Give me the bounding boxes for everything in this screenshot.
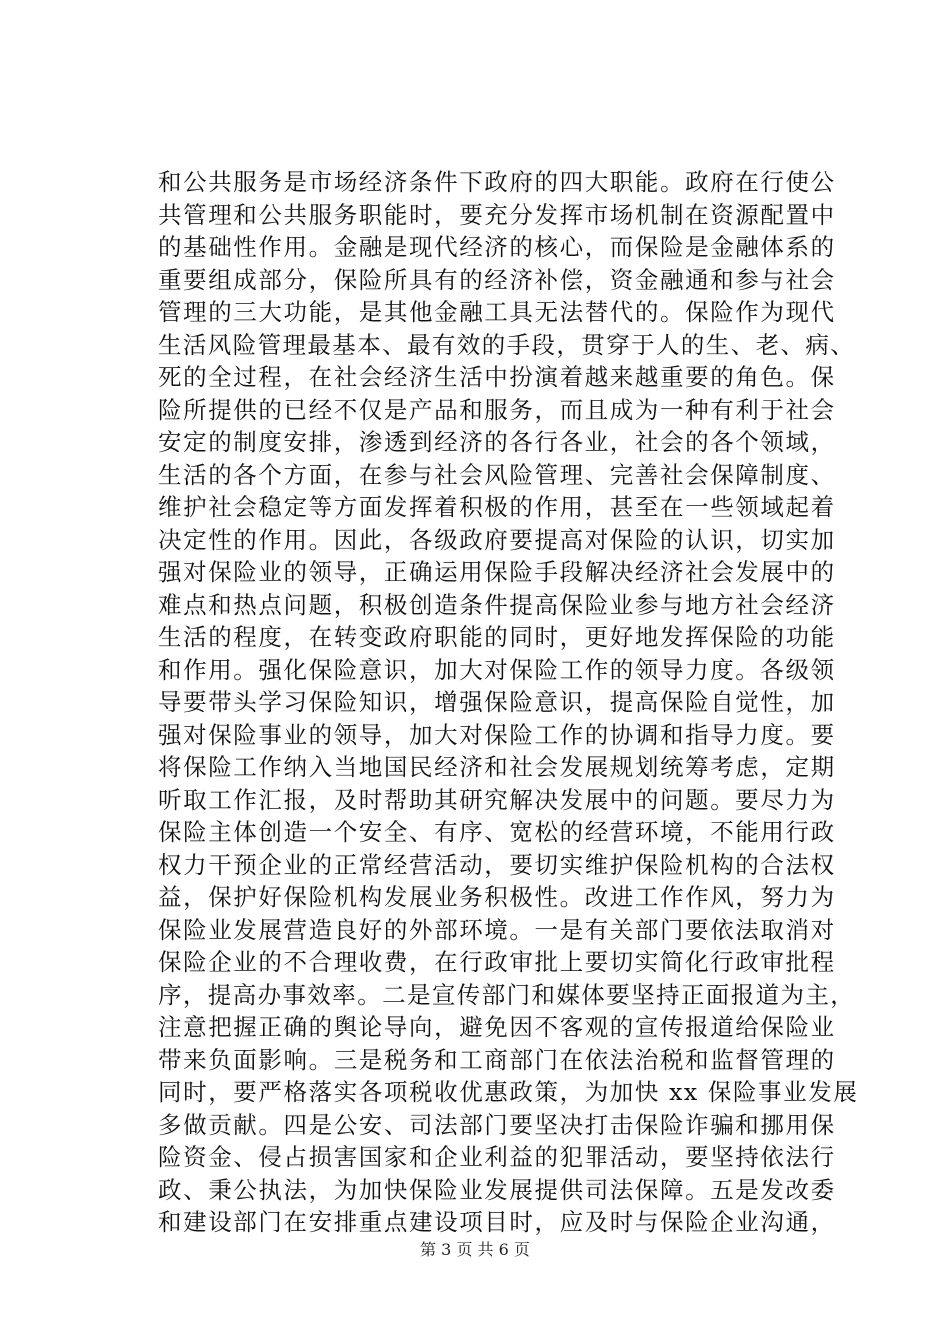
text-line: 生活的各个方面，在参与社会风险管理、完善社会保障制度、 [158, 460, 836, 489]
text-line: 序，提高办事效率。二是宣传部门和媒体要坚持正面报道为主， [158, 980, 856, 1009]
text-line: 保险企业的不合理收费，在行政审批上要切实简化行政审批程 [158, 948, 836, 976]
text-line: 保险主体创造一个安全、有序、宽松的经营环境，不能用行政 [158, 818, 836, 846]
text-line: 死的全过程，在社会经济生活中扮演着越来越重要的角色。保 [158, 363, 836, 391]
text-line: 的基础性作用。金融是现代经济的核心，而保险是金融体系的 [158, 233, 836, 261]
text-line: 共管理和公共服务职能时，要充分发挥市场机制在资源配置中 [158, 200, 836, 229]
text-line: 带来负面影响。三是税务和工商部门在依法治税和监督管理的 [158, 1045, 836, 1074]
text-line: 险资金、侵占损害国家和企业利益的犯罪活动，要坚持依法行 [158, 1143, 836, 1171]
text-line: 强对保险业的领导，正确运用保险手段解决经济社会发展中的 [158, 558, 836, 586]
text-line: 和公共服务是市场经济条件下政府的四大职能。政府在行使公 [158, 168, 836, 196]
text-line: 同时，要严格落实各项税收优惠政策，为加快 xx 保险事业发展 [158, 1078, 859, 1106]
text-line: 管理的三大功能，是其他金融工具无法替代的。保险作为现代 [158, 298, 836, 326]
text-line: 政、秉公执法，为加快保险业发展提供司法保障。五是发改委 [158, 1175, 836, 1204]
text-line: 导要带头学习保险知识，增强保险意识，提高保险自觉性，加 [158, 688, 836, 716]
text-line: 将保险工作纳入当地国民经济和社会发展规划统筹考虑，定期 [158, 753, 836, 781]
text-line: 和作用。强化保险意识，加大对保险工作的领导力度。各级领 [158, 655, 836, 684]
page-number-label: 第 3 页 共 6 页 [420, 1240, 530, 1259]
text-line: 强对保险事业的领导，加大对保险工作的协调和指导力度。要 [158, 720, 836, 749]
text-line: 益，保护好保险机构发展业务积极性。改进工作作风，努力为 [158, 883, 836, 911]
page-footer [0, 1240, 950, 1260]
text-line: 重要组成部分，保险所具有的经济补偿，资金融通和参与社会 [158, 265, 836, 294]
text-line: 和建设部门在安排重点建设项目时，应及时与保险企业沟通， [158, 1208, 836, 1236]
body-text [158, 166, 858, 1239]
text-line: 安定的制度安排，渗透到经济的各行各业，社会的各个领域， [158, 428, 836, 456]
text-line: 难点和热点问题，积极创造条件提高保险业参与地方社会经济 [158, 590, 836, 619]
text-line: 生活的程度，在转变政府职能的同时，更好地发挥保险的功能 [158, 623, 836, 651]
text-line: 生活风险管理最基本、最有效的手段，贯穿于人的生、老、病、 [158, 330, 856, 359]
text-line: 听取工作汇报，及时帮助其研究解决发展中的问题。要尽力为 [158, 785, 836, 814]
text-line: 多做贡献。四是公安、司法部门要坚决打击保险诈骗和挪用保 [158, 1110, 836, 1139]
text-line: 决定性的作用。因此，各级政府要提高对保险的认识，切实加 [158, 525, 836, 554]
text-line: 维护社会稳定等方面发挥着积极的作用，甚至在一些领域起着 [158, 493, 836, 521]
text-line: 保险业发展营造良好的外部环境。一是有关部门要依法取消对 [158, 915, 836, 944]
text-line: 险所提供的已经不仅是产品和服务，而且成为一种有利于社会 [158, 395, 836, 424]
text-line: 注意把握正确的舆论导向，避免因不客观的宣传报道给保险业 [158, 1013, 836, 1041]
text-line: 权力干预企业的正常经营活动，要切实维护保险机构的合法权 [158, 850, 836, 879]
